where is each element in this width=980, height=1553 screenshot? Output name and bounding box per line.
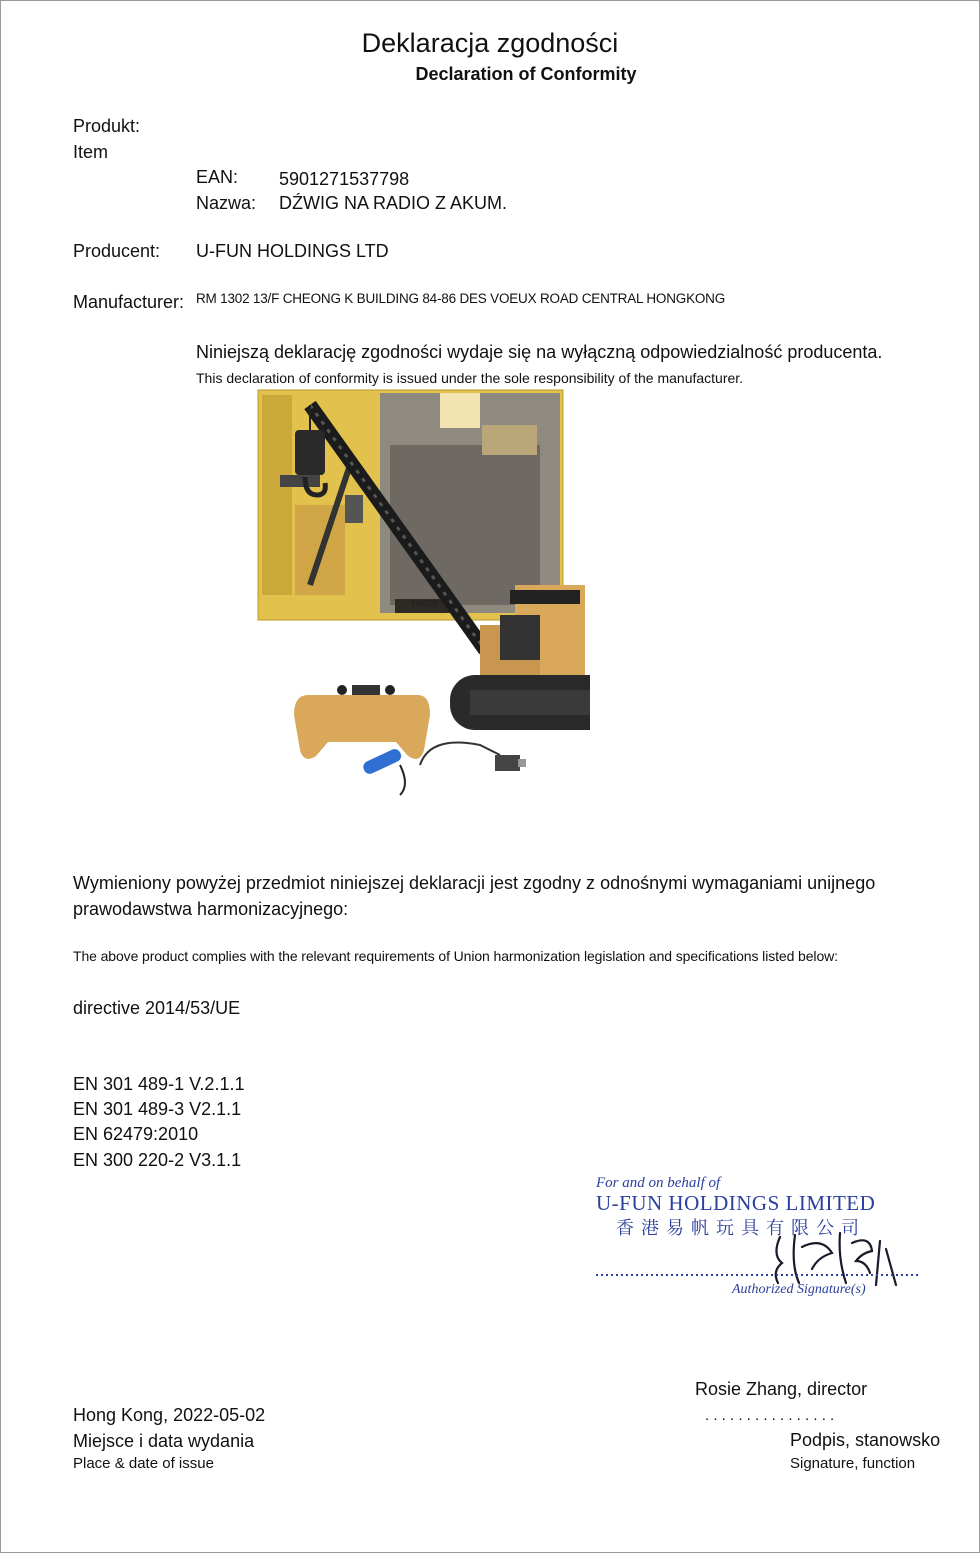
ean-value: 5901271537798 [279, 169, 410, 189]
compliance-pl-line2: prawodawstwa harmonizacyjnego: [73, 899, 349, 919]
name-label: Nazwa: [196, 193, 257, 213]
producer-name: U-FUN HOLDINGS LTD [196, 241, 389, 261]
document-subtitle: Declaration of Conformity [415, 64, 637, 84]
standard-item: EN 301 489-1 V.2.1.1 [73, 1074, 245, 1094]
signature-dots: . . . . . . . . . . . . . . . . [705, 1407, 835, 1424]
stamp-chinese: 香港易帆玩具有限公司 [616, 1218, 866, 1239]
signatory-name: Rosie Zhang, director [695, 1379, 868, 1399]
standard-item: EN 300 220-2 V3.1.1 [73, 1150, 242, 1170]
product-label-pl: Produkt: [73, 116, 141, 136]
box-label-text: TRUCK [411, 599, 439, 608]
manufacturer-label: Manufacturer: [73, 292, 185, 312]
manufacturer-address: RM 1302 13/F CHEONG K BUILDING 84-86 DES VOEUX ROAD CENTRAL HONGKONG [196, 291, 726, 306]
directive: directive 2014/53/UE [73, 998, 241, 1018]
ean-label: EAN: [196, 167, 239, 187]
stamp-behalf: For and on behalf of [596, 1175, 721, 1191]
signature-label-pl: Podpis, stanowsko [790, 1430, 941, 1450]
stamp-authorized: Authorized Signature(s) [732, 1282, 866, 1297]
name-value: DŹWIG NA RADIO Z AKUM. [279, 193, 508, 213]
document-title: Deklaracja zgodności [361, 28, 619, 58]
compliance-en: The above product complies with the relevant requirements of Union harmonization legislation and specifications listed below: [73, 948, 838, 964]
compliance-pl-line1: Wymieniony powyżej przedmiot niniejszej deklaracji jest zgodny z odnośnymi wymaganiami unijnego [73, 873, 876, 893]
standard-item: EN 62479:2010 [73, 1124, 199, 1144]
issue-label-pl: Miejsce i data wydania [73, 1431, 255, 1451]
responsibility-pl: Niniejszą deklarację zgodności wydaje się na wyłączną odpowiedzialność producenta. [196, 342, 883, 362]
producer-label: Producent: [73, 241, 161, 261]
issue-label-en: Place & date of issue [73, 1455, 214, 1472]
responsibility-en: This declaration of conformity is issued under the sole responsibility of the manufacturer. [196, 370, 744, 386]
signature-label-en: Signature, function [790, 1455, 916, 1472]
product-label-en: Item [73, 142, 109, 162]
issue-place-date: Hong Kong, 2022-05-02 [73, 1405, 266, 1425]
battery-cable-image [361, 743, 526, 796]
company-stamp [590, 1175, 930, 1305]
remote-controller-image [294, 685, 430, 759]
stamp-company: U-FUN HOLDINGS LIMITED [596, 1191, 876, 1215]
product-photo [250, 385, 590, 815]
standard-item: EN 301 489-3 V2.1.1 [73, 1099, 242, 1119]
